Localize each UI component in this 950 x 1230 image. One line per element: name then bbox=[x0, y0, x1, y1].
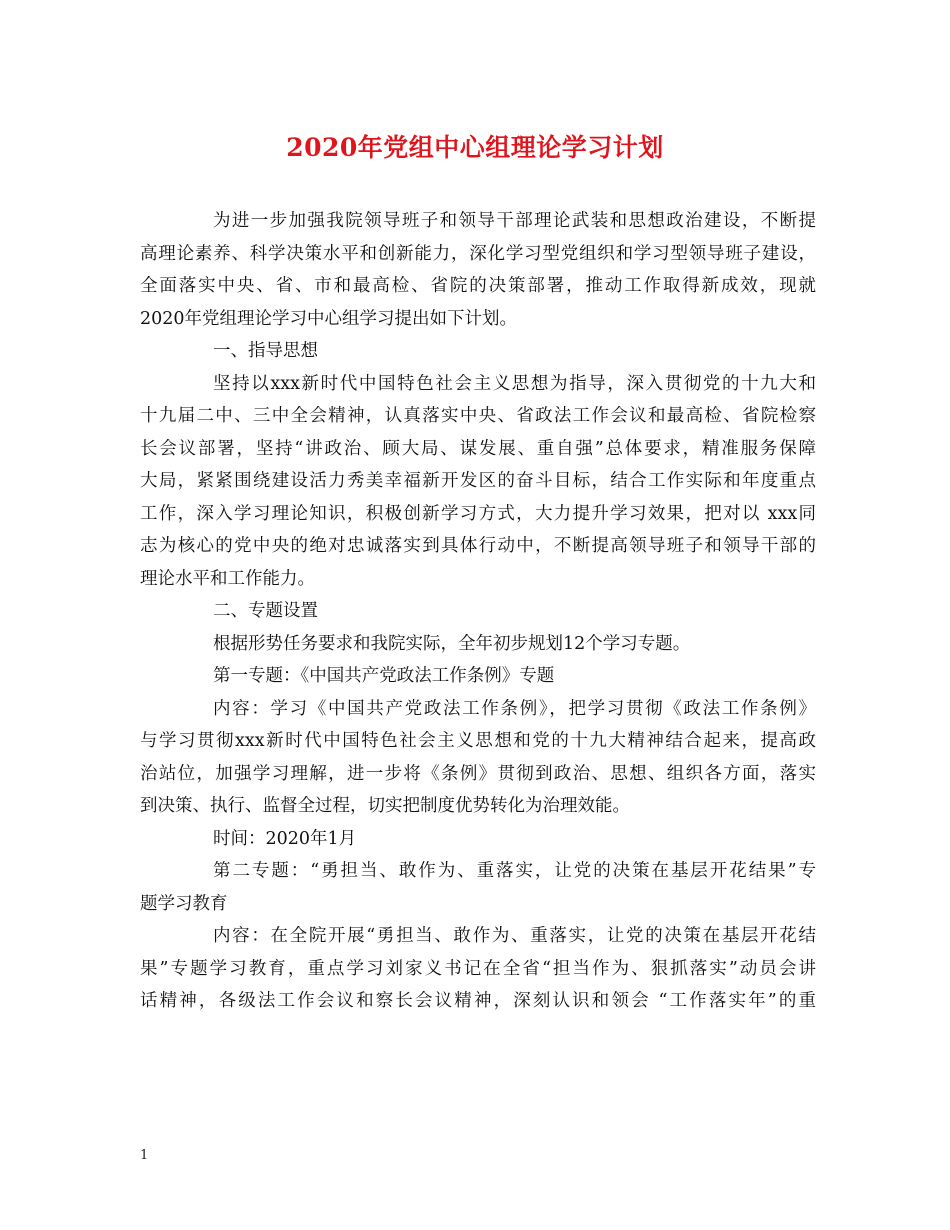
paragraph-line: 长会议部署，坚持“讲政治、顾大局、谋发展、重自强”总体要求，精准服务保障 bbox=[140, 438, 816, 459]
topic-heading: 第二专题：“勇担当、敢作为、重落实，让党的决策在基层开花结果”专 bbox=[213, 861, 816, 881]
paragraph-line: 坚持以xxx新时代中国特色社会主义思想为指导，深入贯彻党的十九大和 bbox=[213, 373, 816, 394]
paragraph-line: 全面落实中央、省、市和最高检、省院的决策部署，推动工作取得新成效，现就 bbox=[140, 276, 816, 296]
paragraph-line: 高理论素养、科学决策水平和创新能力，深化学习型党组织和学习型领导班子建设， bbox=[140, 243, 816, 264]
document-title: 2020年党组中心组理论学习计划 bbox=[286, 133, 664, 162]
paragraph-line: 治站位，加强学习理解，进一步将《条例》贯彻到政治、思想、组织各方面，落实 bbox=[140, 763, 816, 784]
paragraph-line: 内容：学习《中国共产党政法工作条例》，把学习贯彻《政法工作条例》 bbox=[213, 698, 816, 719]
paragraph-line: 2020年党组理论学习中心组学习提出如下计划。 bbox=[140, 308, 518, 329]
section-heading: 二、专题设置 bbox=[213, 601, 318, 621]
topic-time: 时间：2020年1月 bbox=[213, 828, 357, 849]
paragraph-line: 果”专题学习教育，重点学习刘家义书记在全省“担当作为、狠抓落实”动员会讲 bbox=[140, 958, 816, 979]
page-number: 1 bbox=[140, 1148, 149, 1163]
paragraph-line: 话精神，各级法工作会议和察长会议精神，深刻认识和领会 “工作落实年”的重 bbox=[140, 991, 816, 1011]
paragraph-line: 内容：在全院开展“勇担当、敢作为、重落实，让党的决策在基层开花结 bbox=[213, 926, 816, 946]
section-heading: 一、指导思想 bbox=[213, 341, 318, 361]
paragraph-line: 理论水平和工作能力。 bbox=[140, 568, 315, 589]
topic-heading: 第一专题：《中国共产党政法工作条例》专题 bbox=[213, 666, 555, 686]
topic-heading: 题学习教育 bbox=[140, 893, 228, 914]
paragraph-line: 大局，紧紧围绕建设活力秀美幸福新开发区的奋斗目标，结合工作实际和年度重点 bbox=[140, 471, 816, 491]
paragraph-line: 为进一步加强我院领导班子和领导干部理论武装和思想政治建设，不断提 bbox=[213, 211, 816, 231]
paragraph-line: 根据形势任务要求和我院实际，全年初步规划12个学习专题。 bbox=[213, 633, 691, 654]
paragraph-line: 志为核心的党中央的绝对忠诚落实到具体行动中，不断提高领导班子和领导干部的 bbox=[140, 536, 816, 556]
paragraph-line: 十九届二中、三中全会精神，认真落实中央、省政法工作会议和最高检、省院检察 bbox=[140, 406, 816, 426]
paragraph-line: 到决策、执行、监督全过程，切实把制度优势转化为治理效能。 bbox=[140, 796, 630, 816]
paragraph-line: 与学习贯彻xxx新时代中国特色社会主义思想和党的十九大精神结合起来，提高政 bbox=[140, 731, 816, 751]
document-body bbox=[140, 205, 816, 1018]
paragraph-line: 工作，深入学习理论知识，积极创新学习方式，大力提升学习效果，把对以 xxx同 bbox=[140, 503, 816, 524]
